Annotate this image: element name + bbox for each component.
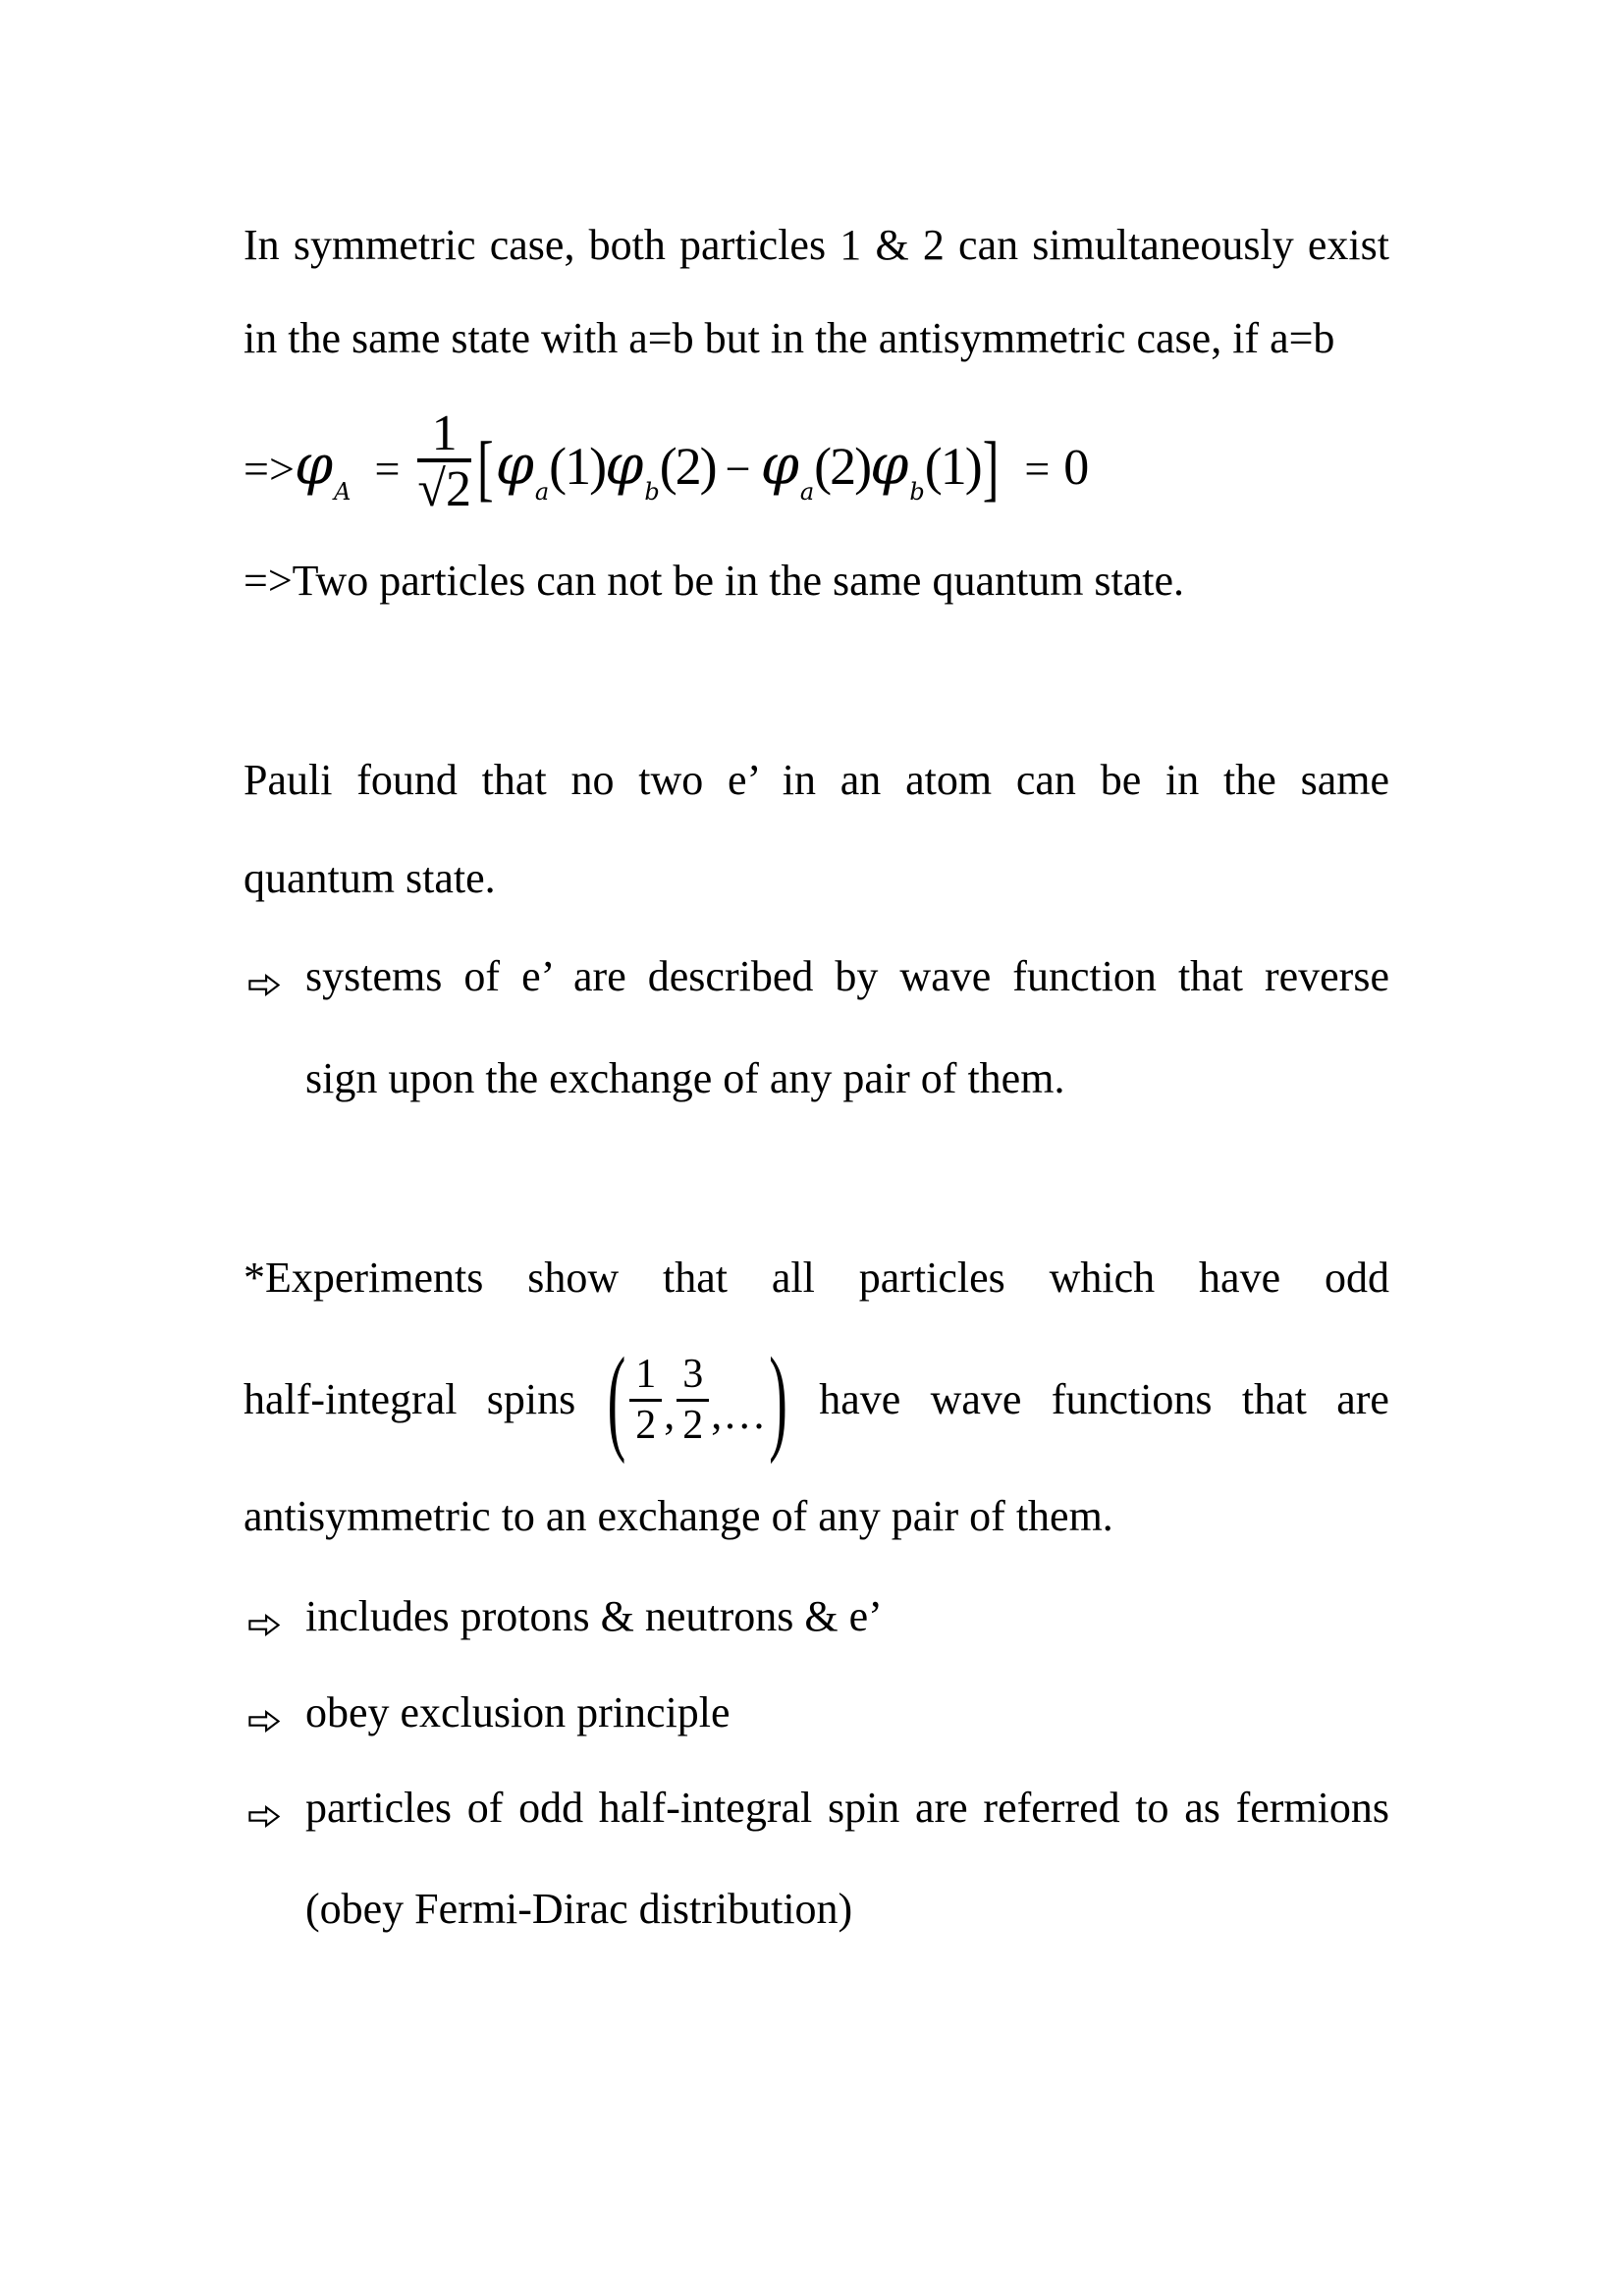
phi-symbol: φ: [870, 433, 909, 498]
close-paren: ): [769, 1334, 787, 1467]
pauli-paragraph-line1: Pauli found that no two e’ in an atom can be in the same: [244, 756, 1389, 804]
arrow-bullet-icon: [248, 1614, 280, 1636]
phi-symbol: φ: [760, 433, 799, 498]
experiments-line3: antisymmetric to an exchange of any pair of them.: [244, 1492, 1113, 1540]
bullet-systems-line1: systems of e’ are described by wave function that reverse: [305, 952, 1389, 1000]
word-wave: wave: [930, 1375, 1022, 1424]
fraction-numerator: 1: [431, 405, 458, 461]
word-that: that: [1241, 1375, 1307, 1424]
argument-2: (2): [659, 436, 716, 496]
experiments-line1: *Experiments show that all particles which have odd: [244, 1254, 1389, 1302]
equals-sign: =: [374, 443, 401, 494]
phi-symbol: φ: [294, 433, 334, 498]
numerator: 1: [635, 1352, 657, 1397]
comma: ,: [664, 1390, 676, 1438]
equals-sign-2: =: [1024, 443, 1051, 494]
denominator: 2: [629, 1399, 662, 1449]
phi-a2-term: [760, 433, 815, 506]
paragraph-symmetric-line1: In symmetric case, both particles 1 & 2 can simultaneously exist: [244, 221, 1389, 269]
fraction-denominator: [417, 458, 471, 517]
argument-2b: (2): [814, 436, 871, 496]
phi-symbol: φ: [495, 433, 534, 498]
antisymmetric-wavefunction-equation: [244, 405, 1090, 517]
word-half-integral: half-integral: [244, 1375, 458, 1424]
one-over-sqrt2-fraction: [417, 405, 471, 517]
phi-b2-term: [605, 433, 660, 506]
arrow-bullet-icon: [248, 1710, 280, 1733]
radicand: 2: [446, 458, 471, 517]
bullet-fermions-line2: (obey Fermi-Dirac distribution): [305, 1885, 853, 1933]
bullet-obey-exclusion: obey exclusion principle: [305, 1688, 731, 1736]
paragraph-symmetric-line2: in the same state with a=b but in the antisymmetric case, if a=b: [244, 314, 1335, 362]
equation-implies-sign: =>: [244, 443, 295, 494]
bullet-fermions-line1: particles of odd half-integral spin are referred to as fermions: [305, 1784, 1389, 1832]
spin-values-group: [606, 1334, 789, 1467]
phi-A-term: [294, 433, 352, 506]
three-halves-fraction: [677, 1352, 709, 1449]
phi-a1-term: [495, 433, 550, 506]
bullet-includes-protons: includes protons & neutrons & e’: [305, 1592, 883, 1640]
denominator: 2: [677, 1399, 709, 1449]
ellipsis: ,…: [711, 1390, 768, 1438]
phi-symbol: φ: [605, 433, 644, 498]
open-bracket: [: [476, 425, 494, 508]
pauli-paragraph-line2: quantum state.: [244, 854, 496, 902]
numerator: 3: [682, 1352, 704, 1397]
word-spins: spins: [486, 1375, 576, 1424]
bullet-systems-line2: sign upon the exchange of any pair of them.: [305, 1054, 1065, 1102]
phi-a-subscript: a: [534, 477, 550, 506]
phi-b-subscript: b: [644, 477, 660, 506]
conclusion-line: =>Two particles can not be in the same quantum state.: [244, 557, 1185, 605]
word-are: are: [1336, 1375, 1389, 1424]
close-bracket: ]: [982, 425, 1000, 508]
phi-A-subscript: A: [334, 477, 352, 506]
word-have: have: [819, 1375, 901, 1424]
word-functions: functions: [1051, 1375, 1213, 1424]
zero-result: 0: [1063, 439, 1090, 496]
open-paren: (: [607, 1334, 626, 1467]
arrow-bullet-icon: [248, 974, 280, 996]
phi-b1-term: [870, 433, 925, 506]
experiments-line2: [244, 1334, 1389, 1467]
one-half-fraction: [629, 1352, 662, 1449]
arrow-bullet-icon: [248, 1805, 280, 1828]
phi-b-subscript: b: [909, 477, 925, 506]
radical-sign: √: [417, 461, 446, 517]
phi-a-subscript: a: [799, 477, 815, 506]
argument-1: (1): [549, 436, 606, 496]
argument-1b: (1): [924, 436, 981, 496]
minus-sign: −: [725, 443, 751, 494]
